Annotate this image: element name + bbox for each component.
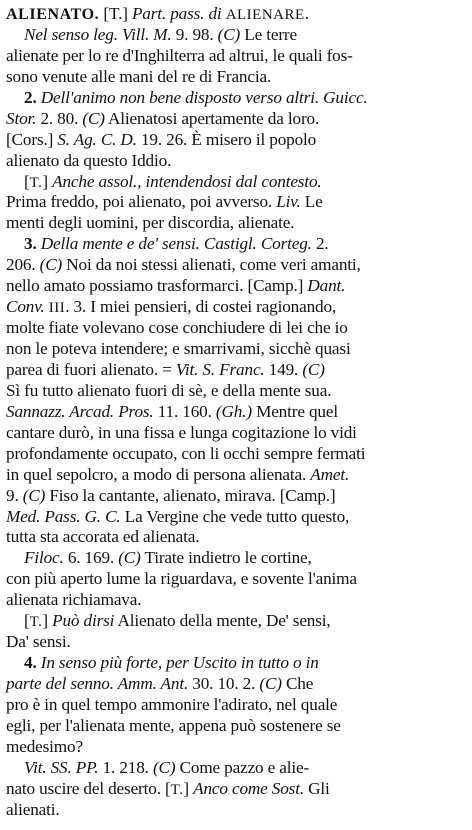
entry-text-run: non le poteva intendere; e smarrivami, sicchè quasi (6, 339, 351, 358)
entry-text-run: (C) (39, 255, 63, 275)
entry-text-run: Fiso la cantante, alienato, mirava. [Camp.] (45, 485, 336, 505)
entry-text-run: Stor. (6, 108, 37, 128)
entry-text-run: 11. 160. (153, 401, 216, 421)
entry-text-run: [T.] (99, 4, 132, 23)
entry-text-run: Le terre (240, 24, 297, 44)
entry-text-run: (C) (302, 359, 325, 379)
entry-text-run: menti degli uomini, per discordia, alienate. (6, 213, 295, 233)
entry-line (6, 507, 466, 528)
sense-3-line (6, 234, 466, 255)
entry-text-run: pro è in quel tempo ammonire l'adirato, nel quale (6, 694, 338, 714)
entry-line (6, 737, 466, 758)
entry-line (6, 548, 466, 569)
entry-text-run: Tirate indietro le cortine, (140, 548, 312, 568)
entry-text-run: 30. 10. 2. (188, 674, 260, 693)
entry-text-run: 4. (24, 653, 41, 673)
entry-text-run: 149. (264, 359, 303, 379)
entry-text-run: Vit. SS. PP. (24, 757, 99, 777)
entry-text-run: parea di fuori alienato. = (6, 359, 176, 379)
entry-text-run: III (48, 300, 66, 317)
entry-text-run: ] (42, 171, 53, 191)
entry-text-run: [ (24, 171, 30, 191)
entry-text-run: nato uscire del deserto. [ (6, 778, 171, 798)
entry-line (6, 632, 466, 653)
sense-4-line (6, 653, 466, 674)
entry-text-run: cantare durò, in una fissa e lunga cogitazione lo vidi (6, 422, 357, 442)
entry-line (6, 486, 466, 507)
entry-text-run: S. Ag. C. D. (57, 129, 137, 149)
entry-text-run: alienate per lo re d'Inghilterra ad altrui, le quali fos- (6, 45, 353, 65)
sense-2-line (6, 88, 466, 109)
entry-text-run: Dant. (307, 276, 346, 296)
entry-text-run: sono venute alle mani del re di Francia. (6, 66, 272, 86)
entry-line (6, 444, 466, 465)
entry-line (6, 339, 466, 360)
entry-line (6, 465, 466, 486)
entry-text-run: ] (183, 778, 194, 798)
entry-text-run: 1. 218. (98, 757, 153, 777)
entry-text-run: La Vergine che vede tutto questo, (120, 506, 350, 526)
entry-text-run: Amet. (310, 464, 350, 484)
entry-text-run: profondamente occupato, con li occhi sempre fermati (6, 443, 366, 463)
entry-text-run: parte del senno. Amm. Ant. (6, 674, 189, 693)
entry-text-run: Mentre quel (251, 401, 338, 421)
entry-text-run: in quel sepolcro, a modo di persona alienata. (6, 464, 311, 484)
entry-text-run: 2. 80. (36, 108, 83, 128)
entry-text-run: In senso più forte, per Uscito in tutto o in (40, 653, 319, 673)
entry-text-run: . 3. I miei pensieri, di costei ragionando, (65, 297, 337, 317)
entry-text-run: Da' sensi. (6, 632, 71, 652)
entry-text-run: Sì fu tutto alienato fuori di sè, e della mente sua. (6, 380, 332, 400)
entry-line (6, 716, 466, 737)
entry-text-run: 19. 26. È misero il popolo (136, 129, 317, 149)
entry-line (6, 674, 466, 695)
entry-text-run: nello amato possiamo trasformarci. [Camp.] (6, 276, 308, 296)
dictionary-entry-alienato (6, 4, 466, 821)
entry-text-run: tutta sta accorata ed alienata. (6, 527, 200, 547)
entry-text-run: Come pazzo e alie- (175, 757, 310, 777)
entry-line (6, 695, 466, 716)
entry-text-run: con più aperto lume la riguardava, e sovente l'anima (6, 569, 357, 589)
entry-line (6, 151, 466, 172)
entry-line (6, 46, 466, 67)
entry-line (6, 360, 466, 381)
entry-line (6, 590, 466, 611)
entry-text-run: ] (42, 611, 53, 631)
entry-text-run: Part. pass. di (131, 4, 226, 23)
entry-line (6, 67, 466, 88)
entry-text-run: T. (170, 781, 184, 798)
entry-text-run: (Gh.) (215, 401, 252, 421)
entry-line (6, 4, 466, 25)
entry-text-run: egli, per l'alienata mente, appena può sostenere se (6, 715, 341, 735)
entry-text-run: Alienatosi apertamente da loro. (104, 108, 320, 128)
entry-text-run: Prima freddo, poi alienato, poi avverso. (6, 192, 277, 212)
entry-line (6, 423, 466, 444)
entry-text-run: (C) (259, 674, 282, 693)
entry-line (6, 569, 466, 590)
entry-text-run: Nel senso leg. Vill. M. (24, 24, 172, 44)
entry-line (6, 276, 466, 297)
entry-text-run: Che (281, 674, 314, 693)
entry-text-run: (C) (152, 757, 176, 777)
entry-text-run: T. (29, 614, 43, 631)
entry-text-run: [ (24, 611, 30, 631)
entry-line (6, 402, 466, 423)
entry-text-run: alienati. (6, 799, 60, 819)
entry-text-run: Gli (304, 778, 330, 798)
entry-text-run: (C) (22, 485, 46, 505)
entry-text-run: T. (29, 174, 43, 191)
entry-text-run: 2. (24, 87, 41, 107)
entry-text-run: Alienato della mente, De' sensi, (114, 611, 331, 631)
entry-text-run: [Cors.] (6, 129, 58, 149)
entry-line (6, 611, 466, 632)
entry-text-run: Dell'animo non bene disposto verso altri. Guicc. (40, 87, 368, 107)
entry-text-run: 2. (311, 234, 329, 254)
entry-line (6, 800, 466, 821)
entry-line (6, 779, 466, 800)
entry-text-run: (C) (82, 108, 105, 128)
entry-text-run: Vit. S. Franc. (175, 359, 265, 379)
entry-text-run: Anche assol., intendendosi dal contesto. (52, 171, 322, 191)
entry-text-run: (C) (118, 548, 141, 568)
entry-text-run: Sannazz. Arcad. Pros. (6, 401, 154, 421)
entry-line (6, 213, 466, 234)
entry-text-run: (C) (217, 24, 241, 44)
entry-text-run: Le (300, 192, 323, 212)
entry-text-run: ALIENARE (225, 7, 305, 23)
entry-text-run: 9. (6, 485, 23, 505)
entry-line (6, 130, 466, 151)
entry-text-run: alienata richiamava. (6, 590, 142, 610)
entry-text-run: Liv. (276, 192, 301, 212)
entry-line (6, 192, 466, 213)
entry-line (6, 527, 466, 548)
entry-text-run: Della mente e de' sensi. Castigl. Corteg. (40, 234, 312, 254)
entry-text-run: Anco come Sost. (193, 778, 304, 798)
entry-text-run: Può dirsi (52, 611, 115, 631)
entry-text-run: 3. (24, 234, 41, 254)
entry-text-run: medesimo? (6, 736, 83, 756)
entry-line (6, 758, 466, 779)
entry-line (6, 109, 466, 130)
entry-text-run: . (304, 4, 309, 23)
entry-line (6, 255, 466, 276)
entry-text-run: Filoc. (24, 548, 64, 568)
entry-text-run: 9. 98. (171, 24, 218, 44)
entry-line (6, 172, 466, 193)
entry-text-run: Noi da noi stessi alienati, come veri amanti, (62, 255, 361, 275)
entry-line (6, 318, 466, 339)
entry-line (6, 297, 466, 318)
entry-line (6, 381, 466, 402)
entry-text-run: Conv. (6, 297, 45, 317)
entry-text-run: alienato da questo Iddio. (6, 150, 172, 170)
entry-line (6, 25, 466, 46)
entry-text-run: molte fiate volevano cose conchiudere di lei che io (6, 318, 348, 338)
entry-text-run: 6. 169. (63, 548, 119, 568)
entry-text-run: Med. Pass. G. C. (6, 506, 121, 526)
entry-text-run: ALIENATO. (6, 6, 100, 23)
entry-text-run: 206. (6, 255, 40, 275)
